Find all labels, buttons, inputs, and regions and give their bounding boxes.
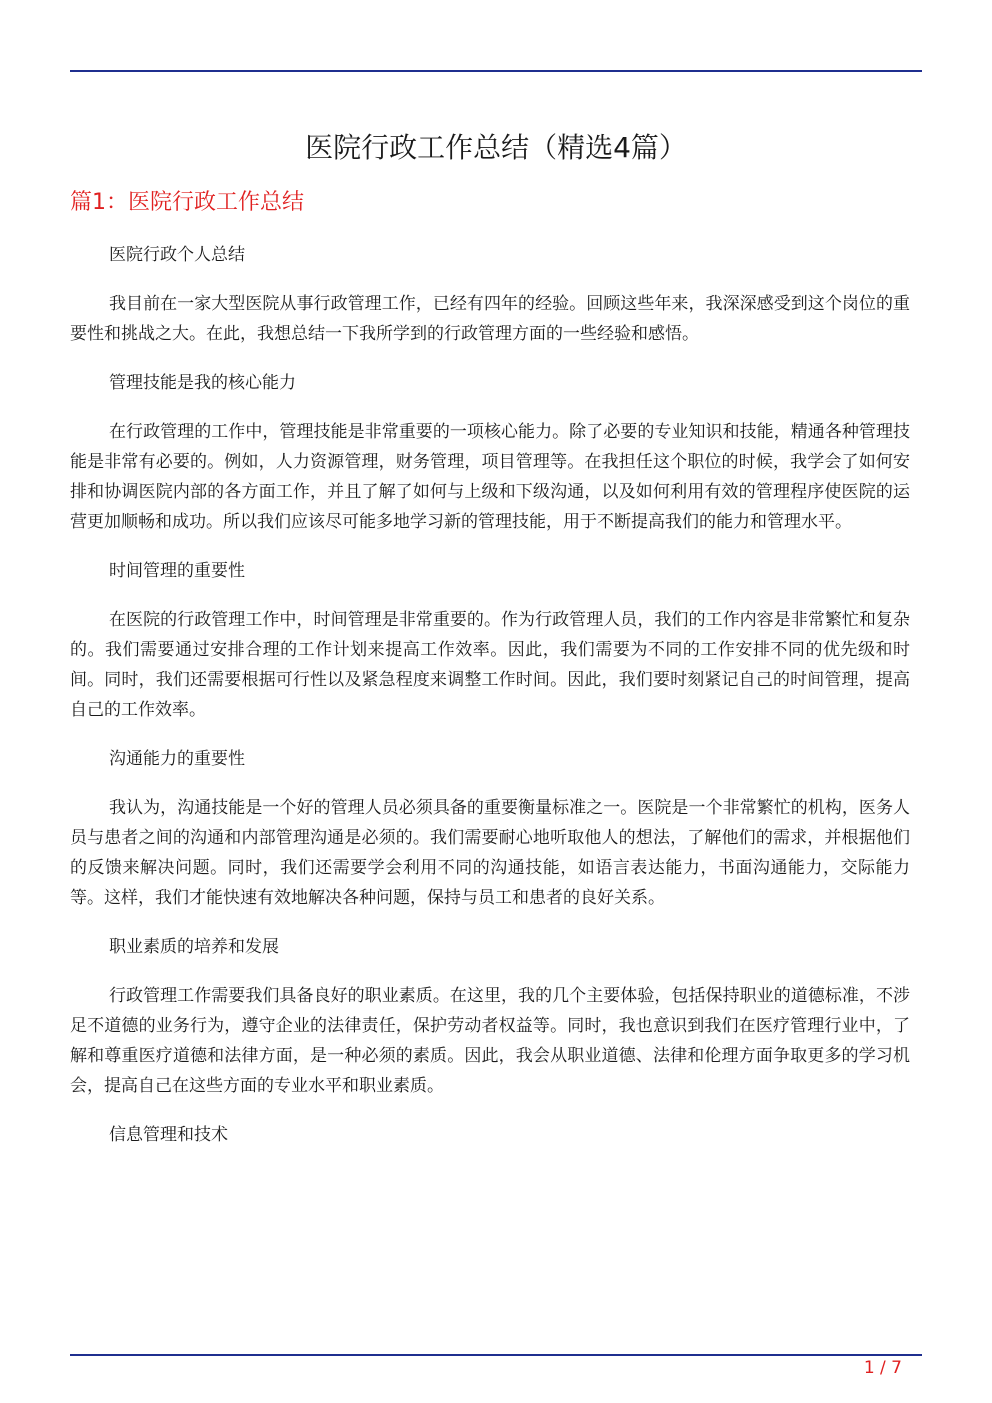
- body-paragraph: 行政管理工作需要我们具备良好的职业素质。在这里，我的几个主要体验，包括保持职业的道德标准，不涉足不道德的业务行为，遵守企业的法律责任，保护劳动者权益等。同时，我也意识到我们在医疗管理行业中，了解和尊重医疗道德和法律方面，是一种必须的素质。因此，我会从职业道德、法律和伦理方面争取更多的学习机会，提高自己在这些方面的专业水平和职业素质。: [70, 986, 910, 1096]
- header-rule: [70, 70, 922, 72]
- body-paragraph: 我目前在一家大型医院从事行政管理工作，已经有四年的经验。回顾这些年来，我深深感受到这个岗位的重要性和挑战之大。在此，我想总结一下我所学到的行政管理方面的一些经验和感悟。: [70, 294, 910, 344]
- subheading: 时间管理的重要性: [109, 561, 245, 581]
- subheading: 沟通能力的重要性: [109, 749, 245, 769]
- document-title: 医院行政工作总结（精选4篇）: [305, 131, 687, 164]
- body-paragraph: 在医院的行政管理工作中，时间管理是非常重要的。作为行政管理人员，我们的工作内容是非常繁忙和复杂的。我们需要通过安排合理的工作计划来提高工作效率。因此，我们需要为不同的工作安排不同的优先级和时间。同时，我们还需要根据可行性以及紧急程度来调整工作时间。因此，我们要时刻紧记自己的时间管理，提高自己的工作效率。: [70, 610, 910, 720]
- body-paragraph: 在行政管理的工作中，管理技能是非常重要的一项核心能力。除了必要的专业知识和技能，精通各种管理技能是非常有必要的。例如，人力资源管理，财务管理，项目管理等。在我担任这个职位的时候，我学会了如何安排和协调医院内部的各方面工作，并且了解了如何与上级和下级沟通，以及如何利用有效的管理程序使医院的运营更加顺畅和成功。所以我们应该尽可能多地学习新的管理技能，用于不断提高我们的能力和管理水平。: [70, 422, 910, 532]
- page-number: 1 / 7: [863, 1358, 902, 1378]
- document-body: [70, 240, 910, 1169]
- body-paragraph: 我认为，沟通技能是一个好的管理人员必须具备的重要衡量标准之一。医院是一个非常繁忙的机构，医务人员与患者之间的沟通和内部管理沟通是必须的。我们需要耐心地听取他人的想法，了解他们的需求，并根据他们的反馈来解决问题。同时，我们还需要学会利用不同的沟通技能，如语言表达能力，书面沟通能力，交际能力等。这样，我们才能快速有效地解决各种问题，保持与员工和患者的良好关系。: [70, 798, 910, 908]
- subheading: 管理技能是我的核心能力: [109, 373, 296, 393]
- section-heading: 篇1：医院行政工作总结: [70, 190, 304, 215]
- subheading: 信息管理和技术: [109, 1125, 228, 1145]
- subheading: 职业素质的培养和发展: [109, 937, 279, 957]
- subheading: 医院行政个人总结: [109, 245, 245, 265]
